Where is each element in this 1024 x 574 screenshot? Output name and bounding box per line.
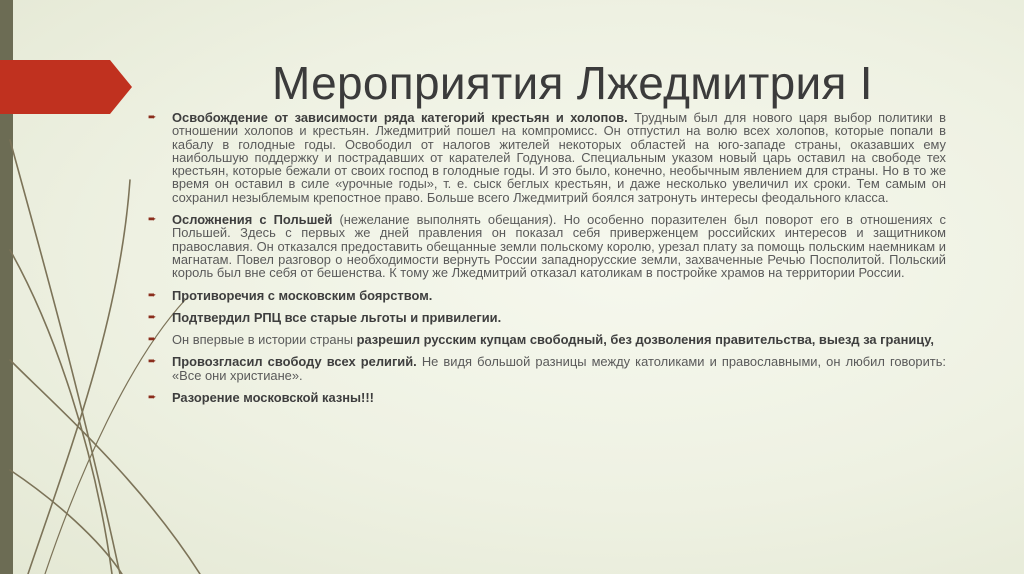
item-emphasis: Подтвердил РПЦ все старые льготы и привилегии.: [172, 309, 502, 325]
arrow-bullet-icon: ➨: [148, 392, 157, 404]
item-emphasis: разрешил русским купцам свободный, без дозволения правительства, выезд за границу,: [356, 332, 935, 348]
list-item: [148, 311, 946, 324]
list-item: [148, 289, 946, 302]
item-text: Не видя большой разницы между католиками и православными, он любил говорить: «Все они христиане».: [172, 354, 946, 383]
list-item: [148, 355, 946, 382]
item-text: (нежелание выполнять обещания). Но особенно поразителен был поворот его в отношениях с Польшей. Здесь с первых же дней правления он показал себя приверженцем российских интересов и защитником православия. Он отказался предоставить обещанные земли польскому королю, урезал плату за помощь польским наемникам и магнатам. Повел разговор о необходимости вернуть России западнорусские земли, захваченные Речью Посполитой. Польский король был вне себя от бешенства. К тому же Лжедмитрий отказал католикам в постройке храмов на территории России.: [172, 212, 946, 281]
arrow-bullet-icon: ➨: [148, 112, 157, 123]
item-emphasis: Разорение московской казны!!!: [172, 390, 374, 406]
item-text: Он впервые в истории страны: [172, 332, 357, 348]
item-emphasis: Освобождение от зависимости ряда категорий крестьян и холопов.: [172, 110, 628, 125]
list-item: [148, 391, 946, 404]
item-emphasis: Противоречия с московским боярством.: [172, 287, 433, 303]
title-accent-tab: [0, 60, 132, 114]
arrow-bullet-icon: ➨: [148, 356, 157, 368]
arrow-bullet-icon: ➨: [148, 334, 157, 346]
bullet-list: [148, 111, 946, 413]
item-text: Трудным был для нового царя выбор политики в отношении холопов и крестьян. Лжедмитрий пошел на компромисс. Он отпустил на волю всех холопов, которые попали в кабалу в голодные годы. Освободил от налогов жителей некоторых областей на юго-западе страны, оказавших ему наибольшую поддержку и пострадавших от карателей Годунова. Специальным указом новый царь оставил на свободе тех крестьян, которые бежали от своих господ в голодные годы. И это было, конечно, необычным явлением для страны. Но в то же время он оставил в силе «урочные годы», т. е. сыск беглых крестьян, и даже несколько увеличил их сроки. Тем самым он сохранил незыблемым крепостное право. Больше всего Лжедмитрий боялся затронуть интересы феодального класса.: [172, 110, 946, 205]
list-item: [148, 333, 946, 346]
list-item: [148, 213, 946, 279]
arrow-bullet-icon: ➨: [148, 311, 157, 323]
arrow-bullet-icon: ➨: [148, 214, 157, 226]
slide-title: Мероприятия Лжедмитрия I: [272, 57, 873, 109]
arrow-bullet-icon: ➨: [148, 289, 157, 301]
item-emphasis: Осложнения с Польшей: [172, 212, 333, 228]
item-emphasis: Провозгласил свободу всех религий.: [172, 354, 417, 370]
list-item: [148, 111, 946, 204]
